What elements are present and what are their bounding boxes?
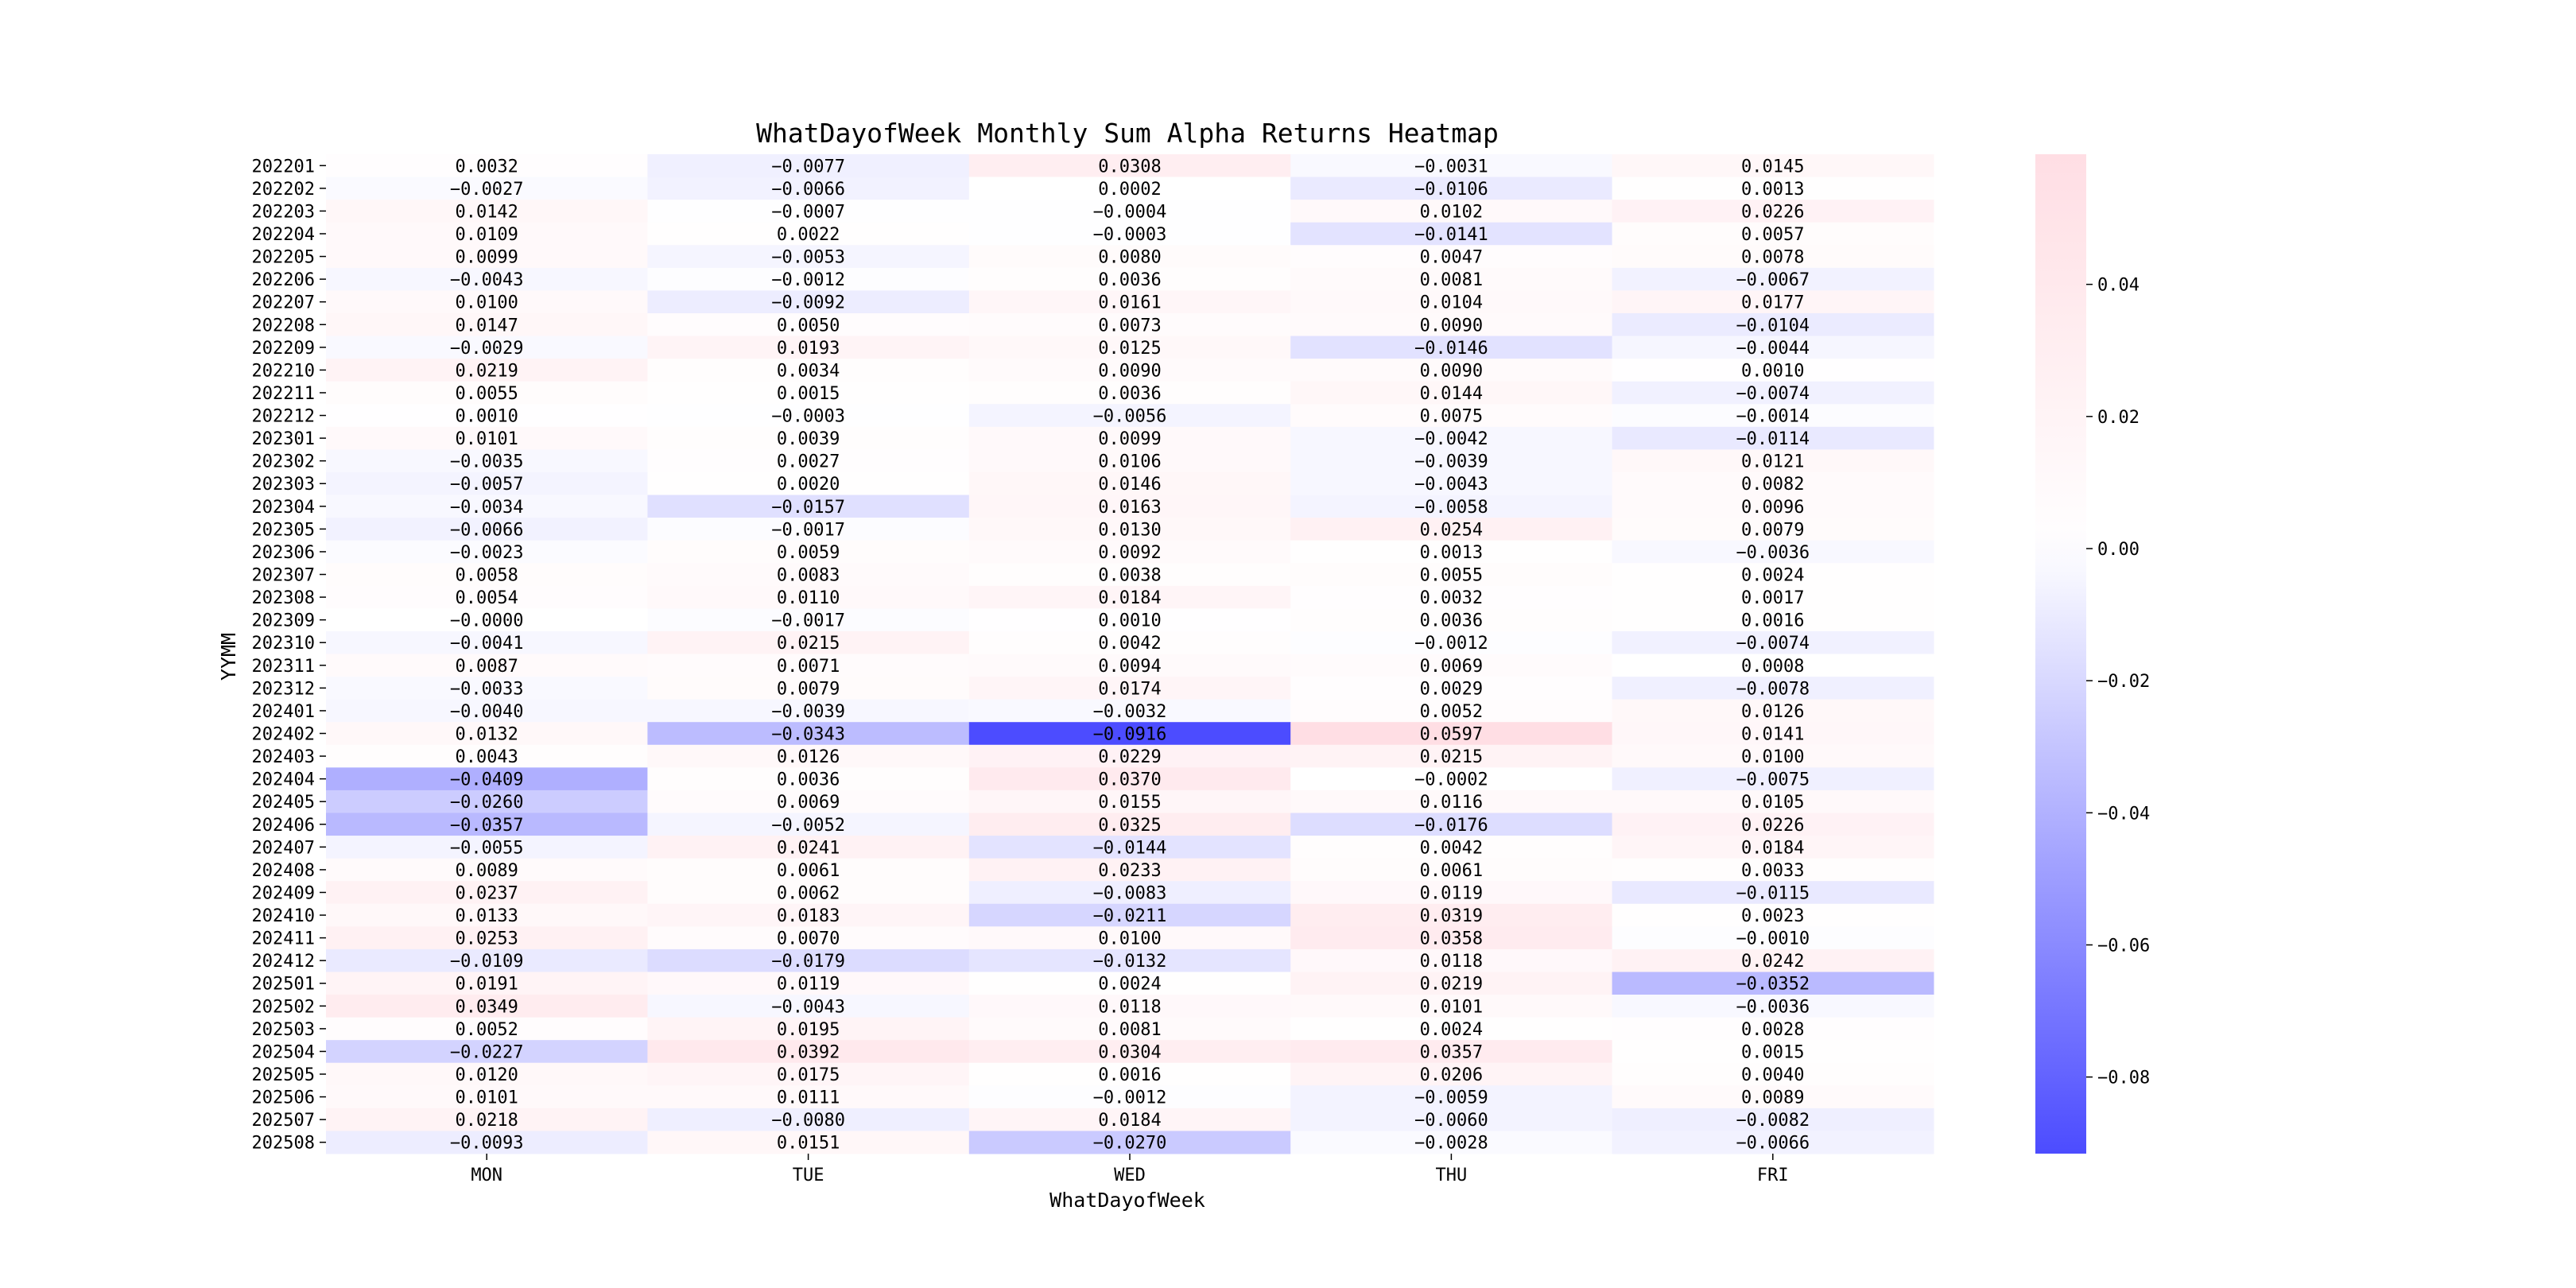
colorbar-tick-label: −0.08 bbox=[2097, 1068, 2151, 1088]
y-tick-label: 202404 bbox=[251, 770, 315, 790]
cell-value-label: 0.0177 bbox=[1741, 293, 1805, 313]
cell-value-label: −0.0041 bbox=[449, 634, 524, 654]
cell-value-label: −0.0003 bbox=[771, 406, 845, 427]
y-tick-label: 202310 bbox=[251, 634, 315, 654]
cell-value-label: −0.0109 bbox=[449, 952, 524, 972]
y-tick-label: 202405 bbox=[251, 793, 315, 813]
cell-value-label: −0.0000 bbox=[449, 611, 524, 631]
cell-value-label: 0.0325 bbox=[1098, 815, 1162, 836]
cell-value-label: 0.0024 bbox=[1419, 1019, 1484, 1040]
cell-value-label: −0.0067 bbox=[1736, 270, 1810, 291]
cell-value-label: −0.0044 bbox=[1736, 338, 1810, 359]
cell-value-label: −0.0077 bbox=[771, 157, 845, 177]
cell-value-label: 0.0319 bbox=[1419, 906, 1484, 927]
cell-value-label: −0.0055 bbox=[449, 838, 524, 859]
cell-value-label: 0.0070 bbox=[776, 929, 840, 949]
cell-value-label: −0.0179 bbox=[771, 952, 845, 972]
cell-value-label: 0.0090 bbox=[1419, 316, 1484, 336]
colorbar bbox=[2035, 154, 2086, 1154]
cell-value-label: 0.0036 bbox=[776, 770, 840, 790]
cell-value-label: 0.0597 bbox=[1419, 724, 1484, 745]
cell-value-label: −0.0057 bbox=[449, 475, 524, 495]
cell-value-label: 0.0078 bbox=[1741, 247, 1805, 268]
cell-value-label: −0.0012 bbox=[771, 270, 845, 291]
cell-value-label: 0.0253 bbox=[455, 929, 518, 949]
cell-value-label: 0.0036 bbox=[1098, 383, 1162, 404]
cell-value-label: 0.0110 bbox=[776, 588, 840, 609]
y-tick-label: 202402 bbox=[251, 724, 315, 745]
cell-value-label: 0.0020 bbox=[776, 475, 840, 495]
cell-value-label: −0.0082 bbox=[1736, 1111, 1810, 1131]
cell-value-label: 0.0075 bbox=[1419, 406, 1484, 427]
cell-value-label: −0.0042 bbox=[1414, 429, 1488, 450]
cell-value-label: 0.0357 bbox=[1419, 1042, 1484, 1063]
y-tick-label: 202506 bbox=[251, 1088, 315, 1108]
cell-value-label: 0.0191 bbox=[455, 974, 518, 995]
cell-value-label: 0.0096 bbox=[1741, 497, 1805, 518]
cell-value-label: 0.0057 bbox=[1741, 224, 1805, 245]
cell-value-label: 0.0175 bbox=[776, 1065, 840, 1086]
cell-value-label: 0.0163 bbox=[1098, 497, 1162, 518]
cell-value-label: 0.0090 bbox=[1419, 361, 1484, 382]
cell-value-label: −0.0104 bbox=[1736, 316, 1810, 336]
cell-value-label: 0.0092 bbox=[1098, 542, 1162, 563]
cell-value-label: 0.0118 bbox=[1419, 952, 1484, 972]
cell-value-label: 0.0016 bbox=[1098, 1065, 1162, 1086]
y-tick-label: 202406 bbox=[251, 815, 315, 836]
colorbar-ticks bbox=[2086, 276, 2150, 1088]
y-tick-label: 202210 bbox=[251, 361, 315, 382]
cell-value-label: −0.0056 bbox=[1092, 406, 1167, 427]
y-tick-label: 202503 bbox=[251, 1019, 315, 1040]
cell-value-label: 0.0116 bbox=[1419, 793, 1484, 813]
cell-value-label: 0.0047 bbox=[1419, 247, 1484, 268]
cell-value-label: 0.0147 bbox=[455, 316, 518, 336]
cell-value-label: 0.0174 bbox=[1098, 679, 1162, 700]
cell-value-label: −0.0053 bbox=[771, 247, 845, 268]
cell-value-label: −0.0031 bbox=[1414, 157, 1488, 177]
cell-value-label: −0.0132 bbox=[1092, 952, 1167, 972]
y-tick-label: 202305 bbox=[251, 520, 315, 541]
cell-value-label: 0.0002 bbox=[1098, 179, 1162, 200]
cell-value-label: 0.0042 bbox=[1419, 838, 1484, 859]
colorbar-tick-label: −0.04 bbox=[2097, 804, 2151, 824]
y-tick-label: 202301 bbox=[251, 429, 315, 450]
cell-value-label: −0.0039 bbox=[771, 701, 845, 722]
y-tick-label: 202308 bbox=[251, 588, 315, 609]
y-tick-label: 202208 bbox=[251, 316, 315, 336]
colorbar-tick-label: −0.02 bbox=[2097, 672, 2151, 692]
cell-value-label: 0.0101 bbox=[1419, 997, 1484, 1018]
cell-value-label: −0.0106 bbox=[1414, 179, 1488, 200]
cell-value-label: −0.0043 bbox=[1414, 475, 1488, 495]
cell-value-label: −0.0092 bbox=[771, 293, 845, 313]
cell-value-label: 0.0033 bbox=[1741, 860, 1805, 881]
cell-value-label: 0.0145 bbox=[1741, 157, 1805, 177]
x-tick-label: FRI bbox=[1756, 1166, 1789, 1185]
cell-value-label: 0.0061 bbox=[776, 860, 840, 881]
cell-value-label: −0.0023 bbox=[449, 542, 524, 563]
cell-value-label: 0.0109 bbox=[455, 224, 518, 245]
cell-value-label: −0.0260 bbox=[449, 793, 524, 813]
cell-value-label: −0.0010 bbox=[1736, 929, 1810, 949]
cell-value-label: 0.0151 bbox=[776, 1133, 840, 1154]
cell-value-label: −0.0916 bbox=[1092, 724, 1167, 745]
cell-value-label: 0.0023 bbox=[1741, 906, 1805, 927]
cell-value-label: 0.0142 bbox=[455, 202, 518, 223]
cell-value-label: −0.0058 bbox=[1414, 497, 1488, 518]
cell-value-label: −0.0017 bbox=[771, 520, 845, 541]
cell-value-label: 0.0017 bbox=[1741, 588, 1805, 609]
cell-value-label: 0.0218 bbox=[455, 1111, 518, 1131]
y-tick-label: 202507 bbox=[251, 1111, 315, 1131]
cell-value-label: −0.0060 bbox=[1414, 1111, 1488, 1131]
cell-value-label: 0.0052 bbox=[455, 1019, 518, 1040]
cell-value-label: 0.0013 bbox=[1741, 179, 1805, 200]
cell-value-label: 0.0050 bbox=[776, 316, 840, 336]
y-tick-label: 202302 bbox=[251, 452, 315, 472]
cell-value-label: 0.0062 bbox=[776, 883, 840, 904]
cell-value-label: 0.0100 bbox=[1098, 929, 1162, 949]
cell-value-label: −0.0114 bbox=[1736, 429, 1810, 450]
cell-value-label: 0.0089 bbox=[1741, 1088, 1805, 1108]
y-tick-label: 202206 bbox=[251, 270, 315, 291]
cell-value-label: −0.0078 bbox=[1736, 679, 1810, 700]
cell-value-label: 0.0087 bbox=[455, 656, 518, 677]
cell-value-label: 0.0125 bbox=[1098, 338, 1162, 359]
cell-value-label: 0.0010 bbox=[1098, 611, 1162, 631]
cell-value-label: 0.0043 bbox=[455, 747, 518, 768]
y-tick-label: 202203 bbox=[251, 202, 315, 223]
cell-value-label: −0.0115 bbox=[1736, 883, 1810, 904]
y-axis-title: YYMM bbox=[217, 632, 240, 681]
y-tick-label: 202412 bbox=[251, 952, 315, 972]
y-tick-label: 202207 bbox=[251, 293, 315, 313]
y-tick-label: 202311 bbox=[251, 656, 315, 677]
x-tick-label: THU bbox=[1435, 1166, 1468, 1185]
cell-value-label: 0.0237 bbox=[455, 883, 518, 904]
cell-value-label: −0.0227 bbox=[449, 1042, 524, 1063]
cell-value-label: 0.0032 bbox=[455, 157, 518, 177]
cell-value-label: 0.0226 bbox=[1741, 202, 1805, 223]
cell-value-label: 0.0054 bbox=[455, 588, 518, 609]
cell-value-label: 0.0024 bbox=[1098, 974, 1162, 995]
cell-value-label: −0.0034 bbox=[449, 497, 524, 518]
cell-value-label: 0.0104 bbox=[1419, 293, 1484, 313]
cell-value-label: 0.0079 bbox=[1741, 520, 1805, 541]
cell-value-label: −0.0075 bbox=[1736, 770, 1810, 790]
cell-value-label: 0.0392 bbox=[776, 1042, 840, 1063]
cell-value-label: 0.0079 bbox=[776, 679, 840, 700]
cell-value-label: 0.0111 bbox=[776, 1088, 840, 1108]
cell-value-label: 0.0106 bbox=[1098, 452, 1162, 472]
y-tick-label: 202211 bbox=[251, 383, 315, 404]
cell-value-label: −0.0033 bbox=[449, 679, 524, 700]
cell-value-label: 0.0099 bbox=[1098, 429, 1162, 450]
cell-value-label: −0.0014 bbox=[1736, 406, 1810, 427]
cell-value-label: 0.0081 bbox=[1419, 270, 1484, 291]
cell-value-label: 0.0036 bbox=[1419, 611, 1484, 631]
cell-value-label: 0.0080 bbox=[1098, 247, 1162, 268]
cell-value-label: 0.0215 bbox=[776, 634, 840, 654]
cell-value-label: 0.0094 bbox=[1098, 656, 1162, 677]
cell-value-label: 0.0069 bbox=[776, 793, 840, 813]
cell-value-label: 0.0024 bbox=[1741, 565, 1805, 586]
cell-value-label: 0.0184 bbox=[1098, 1111, 1162, 1131]
cell-value-label: 0.0082 bbox=[1741, 475, 1805, 495]
cell-value-label: −0.0036 bbox=[1736, 542, 1810, 563]
cell-value-label: 0.0105 bbox=[1741, 793, 1805, 813]
cell-value-label: 0.0126 bbox=[776, 747, 840, 768]
y-tick-label: 202508 bbox=[251, 1133, 315, 1154]
y-tick-label: 202303 bbox=[251, 475, 315, 495]
cell-value-label: −0.0039 bbox=[1414, 452, 1488, 472]
cell-value-label: 0.0055 bbox=[1419, 565, 1484, 586]
cell-value-label: −0.0357 bbox=[449, 815, 524, 836]
cell-value-label: −0.0027 bbox=[449, 179, 524, 200]
cell-value-label: 0.0121 bbox=[1741, 452, 1805, 472]
cell-value-label: −0.0176 bbox=[1414, 815, 1488, 836]
cell-value-label: −0.0352 bbox=[1736, 974, 1810, 995]
cell-value-label: 0.0055 bbox=[455, 383, 518, 404]
y-tick-label: 202201 bbox=[251, 157, 315, 177]
cell-value-label: 0.0215 bbox=[1419, 747, 1484, 768]
y-tick-label: 202411 bbox=[251, 929, 315, 949]
cell-value-label: 0.0161 bbox=[1098, 293, 1162, 313]
cell-value-label: −0.0157 bbox=[771, 497, 845, 518]
cell-value-label: 0.0015 bbox=[776, 383, 840, 404]
chart-title: WhatDayofWeek Monthly Sum Alpha Returns Heatmap bbox=[756, 118, 1499, 149]
cell-value-label: 0.0304 bbox=[1098, 1042, 1162, 1063]
cell-value-label: −0.0066 bbox=[771, 179, 845, 200]
cell-value-label: 0.0119 bbox=[776, 974, 840, 995]
cell-value-label: 0.0195 bbox=[776, 1019, 840, 1040]
y-axis bbox=[252, 157, 326, 1153]
cell-value-label: −0.0007 bbox=[771, 202, 845, 223]
y-tick-label: 202202 bbox=[251, 179, 315, 200]
cell-value-label: 0.0032 bbox=[1419, 588, 1484, 609]
cell-value-label: 0.0120 bbox=[455, 1065, 518, 1086]
y-tick-label: 202204 bbox=[251, 224, 315, 245]
cell-value-label: −0.0043 bbox=[449, 270, 524, 291]
y-tick-label: 202401 bbox=[251, 701, 315, 722]
cell-value-label: 0.0242 bbox=[1741, 952, 1805, 972]
cell-value-label: 0.0184 bbox=[1741, 838, 1805, 859]
cell-value-label: −0.0032 bbox=[1092, 701, 1167, 722]
cell-value-label: 0.0184 bbox=[1098, 588, 1162, 609]
cell-value-label: −0.0141 bbox=[1414, 224, 1488, 245]
cell-value-label: 0.0183 bbox=[776, 906, 840, 927]
cell-value-label: 0.0015 bbox=[1741, 1042, 1805, 1063]
cell-value-label: 0.0071 bbox=[776, 656, 840, 677]
cell-value-label: −0.0043 bbox=[771, 997, 845, 1018]
cell-value-label: 0.0101 bbox=[455, 429, 518, 450]
cell-value-label: 0.0099 bbox=[455, 247, 518, 268]
cell-value-label: 0.0042 bbox=[1098, 634, 1162, 654]
cell-value-label: −0.0003 bbox=[1092, 224, 1167, 245]
cell-value-label: 0.0219 bbox=[1419, 974, 1484, 995]
cell-value-label: 0.0229 bbox=[1098, 747, 1162, 768]
y-tick-label: 202209 bbox=[251, 338, 315, 359]
cell-value-label: 0.0034 bbox=[776, 361, 840, 382]
y-tick-label: 202307 bbox=[251, 565, 315, 586]
cell-value-label: 0.0027 bbox=[776, 452, 840, 472]
cell-value-label: 0.0059 bbox=[776, 542, 840, 563]
cell-value-label: −0.0028 bbox=[1414, 1133, 1488, 1154]
cell-value-label: 0.0058 bbox=[455, 565, 518, 586]
cell-value-label: 0.0008 bbox=[1741, 656, 1805, 677]
cell-value-label: −0.0040 bbox=[449, 701, 524, 722]
cell-value-label: −0.0012 bbox=[1414, 634, 1488, 654]
cell-value-label: 0.0144 bbox=[1419, 383, 1484, 404]
cell-value-label: −0.0074 bbox=[1736, 634, 1810, 654]
y-tick-label: 202502 bbox=[251, 997, 315, 1018]
cell-value-label: 0.0038 bbox=[1098, 565, 1162, 586]
cell-value-label: 0.0155 bbox=[1098, 793, 1162, 813]
cell-value-label: 0.0010 bbox=[1741, 361, 1805, 382]
cell-value-label: 0.0349 bbox=[455, 997, 518, 1018]
cell-value-label: 0.0141 bbox=[1741, 724, 1805, 745]
x-tick-label: TUE bbox=[792, 1166, 824, 1185]
cell-value-label: 0.0069 bbox=[1419, 656, 1484, 677]
cell-value-label: 0.0132 bbox=[455, 724, 518, 745]
cell-value-label: −0.0036 bbox=[1736, 997, 1810, 1018]
cell-value-label: 0.0254 bbox=[1419, 520, 1484, 541]
cell-value-label: −0.0144 bbox=[1092, 838, 1167, 859]
cell-value-label: 0.0073 bbox=[1098, 316, 1162, 336]
cell-value-label: 0.0119 bbox=[1419, 883, 1484, 904]
y-tick-label: 202304 bbox=[251, 497, 315, 518]
cell-value-label: 0.0101 bbox=[455, 1088, 518, 1108]
colorbar-tick-label: 0.02 bbox=[2097, 407, 2140, 428]
cell-value-label: 0.0133 bbox=[455, 906, 518, 927]
x-tick-label: WED bbox=[1114, 1166, 1146, 1185]
y-tick-label: 202505 bbox=[251, 1065, 315, 1086]
cell-value-label: 0.0022 bbox=[776, 224, 840, 245]
cell-value-label: 0.0090 bbox=[1098, 361, 1162, 382]
y-tick-label: 202312 bbox=[251, 679, 315, 700]
y-tick-label: 202504 bbox=[251, 1042, 315, 1063]
cell-value-label: 0.0146 bbox=[1098, 475, 1162, 495]
colorbar-tick-label: 0.00 bbox=[2097, 539, 2140, 560]
cell-value-label: 0.0102 bbox=[1419, 202, 1484, 223]
cell-value-label: 0.0013 bbox=[1419, 542, 1484, 563]
y-tick-label: 202212 bbox=[251, 406, 315, 427]
x-axis-title: WhatDayofWeek bbox=[1049, 1189, 1205, 1212]
cell-value-label: −0.0066 bbox=[1736, 1133, 1810, 1154]
cell-value-label: 0.0040 bbox=[1741, 1065, 1805, 1086]
cell-value-label: 0.0206 bbox=[1419, 1065, 1484, 1086]
cell-value-label: −0.0004 bbox=[1092, 202, 1167, 223]
cell-value-label: −0.0080 bbox=[771, 1111, 845, 1131]
cell-value-label: 0.0100 bbox=[455, 293, 518, 313]
cell-value-label: 0.0308 bbox=[1098, 157, 1162, 177]
cell-value-label: −0.0029 bbox=[449, 338, 524, 359]
cell-value-label: 0.0233 bbox=[1098, 860, 1162, 881]
cell-value-label: −0.0035 bbox=[449, 452, 524, 472]
cell-value-label: −0.0146 bbox=[1414, 338, 1488, 359]
x-tick-label: MON bbox=[471, 1166, 503, 1185]
y-tick-label: 202205 bbox=[251, 247, 315, 268]
colorbar-tick-label: 0.04 bbox=[2097, 275, 2140, 296]
cell-value-label: −0.0409 bbox=[449, 770, 524, 790]
cell-value-label: 0.0226 bbox=[1741, 815, 1805, 836]
cell-value-label: 0.0089 bbox=[455, 860, 518, 881]
y-tick-label: 202501 bbox=[251, 974, 315, 995]
cell-value-label: 0.0100 bbox=[1741, 747, 1805, 768]
cell-value-label: 0.0010 bbox=[455, 406, 518, 427]
cell-value-label: 0.0083 bbox=[776, 565, 840, 586]
cell-value-label: 0.0130 bbox=[1098, 520, 1162, 541]
cell-value-label: −0.0066 bbox=[449, 520, 524, 541]
cell-value-label: 0.0061 bbox=[1419, 860, 1484, 881]
cell-value-label: 0.0358 bbox=[1419, 929, 1484, 949]
cell-value-label: 0.0039 bbox=[776, 429, 840, 450]
cell-value-label: −0.0059 bbox=[1414, 1088, 1488, 1108]
cell-value-label: 0.0028 bbox=[1741, 1019, 1805, 1040]
x-axis bbox=[471, 1154, 1788, 1185]
cell-value-label: −0.0002 bbox=[1414, 770, 1488, 790]
cell-value-label: 0.0241 bbox=[776, 838, 840, 859]
y-tick-label: 202309 bbox=[251, 611, 315, 631]
colorbar-tick-label: −0.06 bbox=[2097, 936, 2151, 956]
cell-value-label: −0.0052 bbox=[771, 815, 845, 836]
cell-value-label: 0.0029 bbox=[1419, 679, 1484, 700]
cell-value-label: 0.0118 bbox=[1098, 997, 1162, 1018]
y-tick-label: 202408 bbox=[251, 860, 315, 881]
cell-value-label: 0.0219 bbox=[455, 361, 518, 382]
cell-value-label: 0.0126 bbox=[1741, 701, 1805, 722]
cell-value-label: −0.0211 bbox=[1092, 906, 1167, 927]
cell-value-label: −0.0093 bbox=[449, 1133, 524, 1154]
y-tick-label: 202403 bbox=[251, 747, 315, 768]
y-tick-label: 202410 bbox=[251, 906, 315, 927]
cell-value-label: 0.0193 bbox=[776, 338, 840, 359]
cell-value-label: 0.0370 bbox=[1098, 770, 1162, 790]
cell-value-label: 0.0081 bbox=[1098, 1019, 1162, 1040]
cell-value-label: −0.0074 bbox=[1736, 383, 1810, 404]
y-tick-label: 202306 bbox=[251, 542, 315, 563]
cell-value-label: −0.0017 bbox=[771, 611, 845, 631]
cell-value-label: 0.0016 bbox=[1741, 611, 1805, 631]
cell-value-label: −0.0270 bbox=[1092, 1133, 1167, 1154]
y-tick-label: 202407 bbox=[251, 838, 315, 859]
cell-value-label: −0.0012 bbox=[1092, 1088, 1167, 1108]
cell-value-label: 0.0052 bbox=[1419, 701, 1484, 722]
cell-value-label: −0.0343 bbox=[771, 724, 845, 745]
cell-value-label: −0.0083 bbox=[1092, 883, 1167, 904]
cell-value-label: 0.0036 bbox=[1098, 270, 1162, 291]
y-tick-label: 202409 bbox=[251, 883, 315, 904]
